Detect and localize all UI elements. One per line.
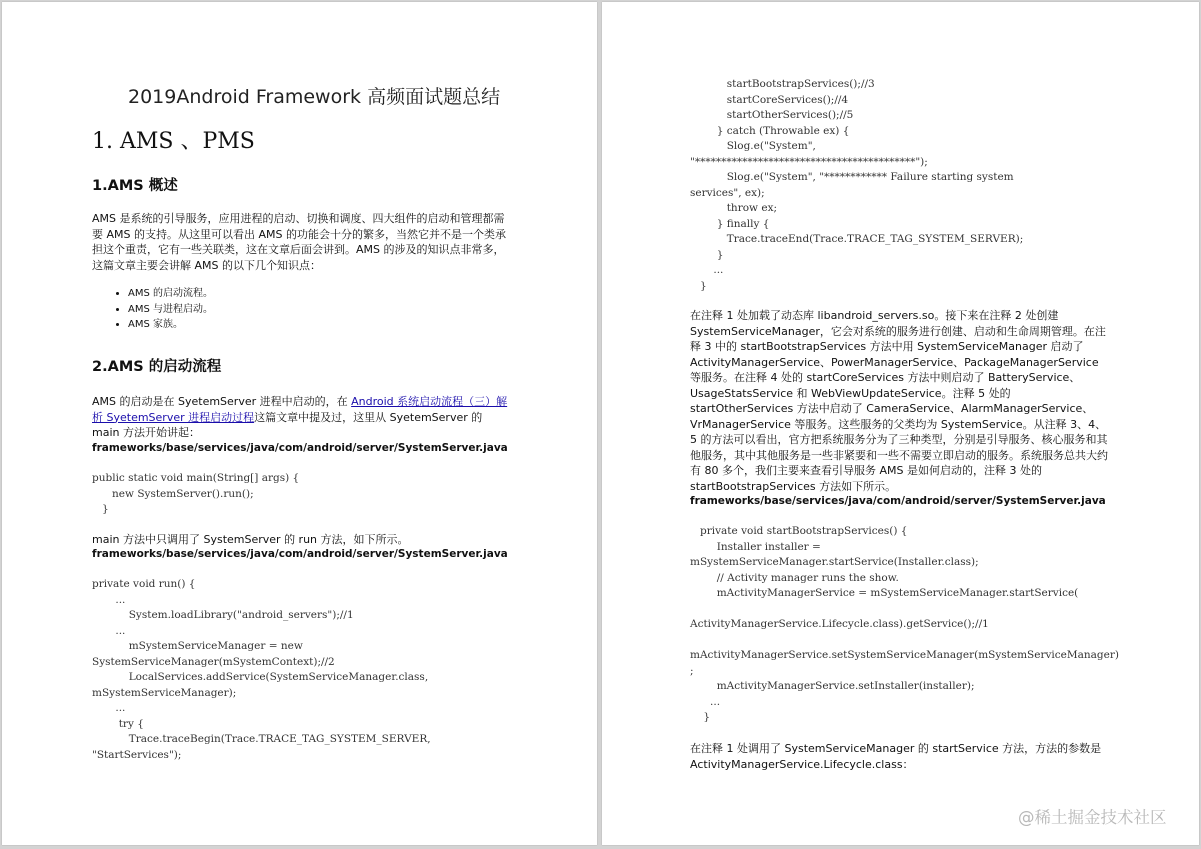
systemserver-article-link[interactable]: Android 系统启动流程（三）解析 SyetemServer 进程启动过程 xyxy=(92,395,508,424)
run-paragraph: main 方法中只调用了 SystemServer 的 run 方法，如下所示。 xyxy=(92,533,409,546)
code-start-bootstrap-services: private void startBootstrapServices() { Installer installer = mSystemServiceManager.startService(Installer.class); // Activity manager runs the show. mActivityManagerService = mSystemServiceManager.startService( ActivityManagerService.Lifecycle.class).getService();//1 mActivityManagerService.setSystemServiceManager(mSystemServiceManager) ; mActivityManagerService.setInstaller(installer); ... } xyxy=(690,525,1119,723)
intro-paragraph: AMS 是系统的引导服务，应用进程的启动、切换和调度、四大组件的启动和管理都需要 AMS 的支持。从这里可以看出 AMS 的功能会十分的繁多，当然它并不是一个类承担这个重责，它有一些关联类，这在文章后面会讲到。AMS 的涉及的知识点非常多，这篇文章主要会讲解 AMS 的以下几个知识点： xyxy=(92,212,506,272)
code-main-method: public static void main(String[] args) { new SystemServer().run(); } xyxy=(92,472,300,515)
document-page-left xyxy=(2,2,597,845)
services-paragraph: 在注释 1 处加载了动态库 libandroid_servers.so。接下来在注释 2 处创建 SystemServiceManager，它会对系统的服务进行创建、启动和生命周期管理。在注释 3 中的 startBootstrapServices 方法中用 SystemServiceManager 启动了 ActivityManagerService、PowerManagerService、PackageManagerService 等服务。在注释 4 处的 startCoreServices 方法中则启动了 BatteryService、UsageStatsService 和 WebViewUpdateService。注释 5 处的 startOtherServices 方法中启动了 CameraService、AlarmManagerService、VrManagerService 等服务。这些服务的父类均为 SystemService。从注释 3、4、5 的方法可以看出，官方把系统服务分为了三种类型，分别是引导服务、核心服务和其他服务，其中其他服务是一些非紧要和一些不需要立即启动的服务。系统服务总共大约有 80 多个，我们主要来查看引导服务 AMS 是如何启动的，注释 3 处的 startBootstrapServices 方法如下所示。 xyxy=(690,309,1108,493)
list-item: • AMS 与进程启动。 xyxy=(128,302,213,318)
site-watermark: @稀土掘金技术社区 xyxy=(1018,808,1167,827)
startup-text-before: AMS 的启动是在 SyetemServer 进程中启动的，在 xyxy=(92,395,352,408)
file-path: frameworks/base/services/java/com/android/server/SystemServer.java xyxy=(92,548,508,560)
knowledge-point-list xyxy=(92,286,213,333)
code-run-method: private void run() { ... System.loadLibrary("android_servers");//1 ... mSystemServiceManager = new SystemServiceManager(mSystemContext);//2 LocalServices.addService(SystemServiceManager.class, mSystemServiceManager); ... try { Trace.traceBegin(Trace.TRACE_TAG_SYSTEM_SERVER, "StartServices"); xyxy=(92,578,431,761)
list-item: • AMS 家族。 xyxy=(128,317,213,333)
heading-ams-pms: 1. AMS 、PMS xyxy=(92,129,255,154)
startup-paragraph xyxy=(92,394,512,441)
section-ams-overview: 1.AMS 概述 xyxy=(92,178,178,194)
file-path: frameworks/base/services/java/com/android/server/SystemServer.java xyxy=(690,495,1106,507)
section-ams-startup: 2.AMS 的启动流程 xyxy=(92,359,222,375)
code-run-method-continued: startBootstrapServices();//3 startCoreServices();//4 startOtherServices();//5 } catch (Throwable ex) { Slog.e("System", "******************************************"); Slog.e("System", "************ Failure starting system services", ex); throw ex; } finally { Trace.traceEnd(Trace.TRACE_TAG_SYSTEM_SERVER); } ... } xyxy=(690,78,1024,292)
startup-text-after: 这篇文章中提及过，这里从 SyetemServer 的 main 方法开始讲起： xyxy=(92,410,483,439)
document-page-right xyxy=(602,2,1199,845)
startservice-paragraph: 在注释 1 处调用了 SystemServiceManager 的 startService 方法，方法的参数是 ActivityManagerService.Lifecycle.class： xyxy=(690,742,1102,771)
file-path: frameworks/base/services/java/com/android/server/SystemServer.java xyxy=(92,442,508,454)
document-title: 2019Android Framework 高频面试题总结 xyxy=(128,86,501,108)
list-item: • AMS 的启动流程。 xyxy=(128,286,213,302)
